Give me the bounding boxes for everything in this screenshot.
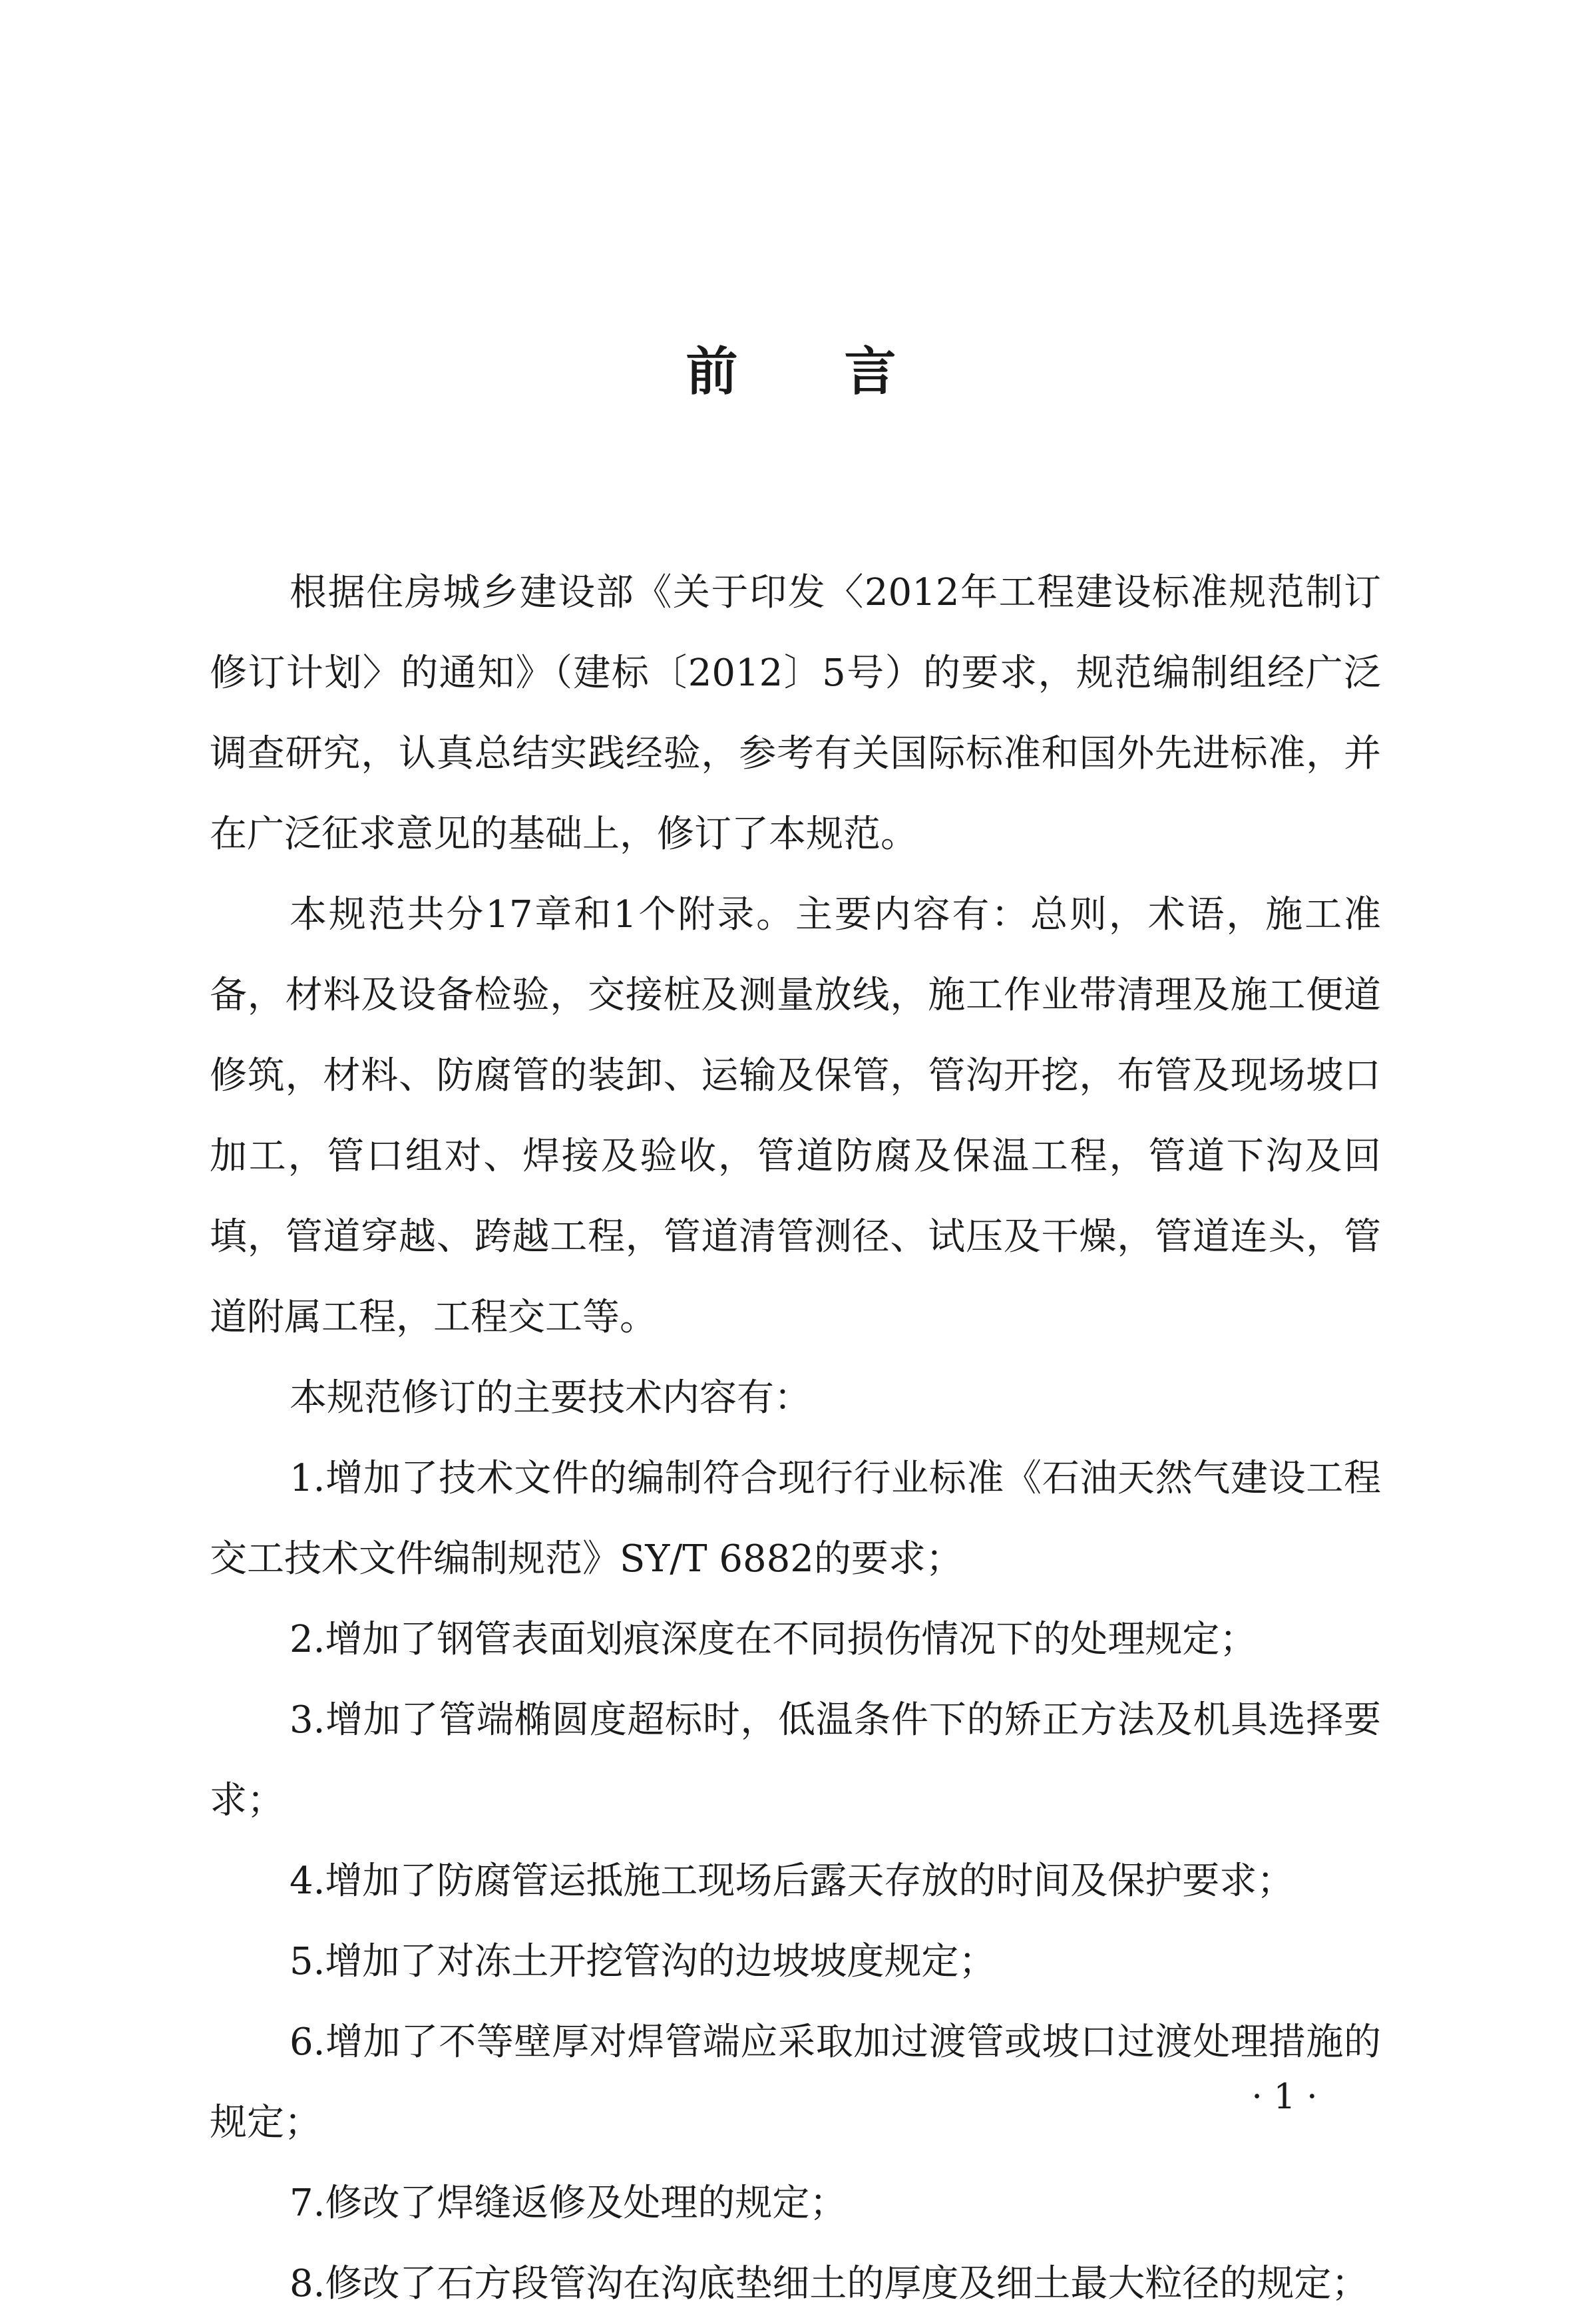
paragraph-revision-heading: 本规范修订的主要技术内容有： [290,1376,811,1420]
list-item: 7.修改了焊缝返修及处理的规定； [290,2182,847,2225]
page-number: · 1 · [1251,2077,1318,2117]
paragraph-contents: 本规范共分17章和1个附录。主要内容有：总则，术语，施工准备，材料及设备检验，交接桩及测量放线，施工作业带清理及施工便道修筑，材料、防腐管的装卸、运输及保管，管沟开挖，布管及现场坡口加工，管口组对、焊接及验收，管道防腐及保温工程，管道下沟及回填，管道穿越、跨越工程，管道清管测径、试压及干燥，管道连头，管道附属工程，工程交工等。 [210,893,1381,1339]
list-item: 1.增加了技术文件的编制符合现行行业标准《石油天然气建设工程交工技术文件编制规范》SY/T 6882的要求； [210,1457,1381,1581]
page-title: 前言 [686,342,1003,402]
list-item: 6.增加了不等壁厚对焊管端应采取加过渡管或坡口过渡处理措施的规定； [210,2021,1381,2144]
list-item: 4.增加了防腐管运抵施工现场后露天存放的时间及保护要求； [290,1859,1294,1903]
paragraph-intro: 根据住房城乡建设部《关于印发〈2012年工程建设标准规范制订修订计划〉的通知》（建标〔2012〕5号）的要求，规范编制组经广泛调查研究，认真总结实践经验，参考有关国际标准和国外先进标准，并在广泛征求意见的基础上，修订了本规范。 [210,571,1381,856]
list-item: 3.增加了管端椭圆度超标时，低温条件下的矫正方法及机具选择要求； [210,1698,1381,1822]
list-item: 2.增加了钢管表面划痕深度在不同损伤情况下的处理规定； [290,1618,1257,1661]
list-item: 5.增加了对冻土开挖管沟的边坡坡度规定； [290,1940,996,1983]
list-item: 8.修改了石方段管沟在沟底垫细土的厚度及细土最大粒径的规定； [290,2262,1369,2305]
body-text [210,552,1381,2324]
